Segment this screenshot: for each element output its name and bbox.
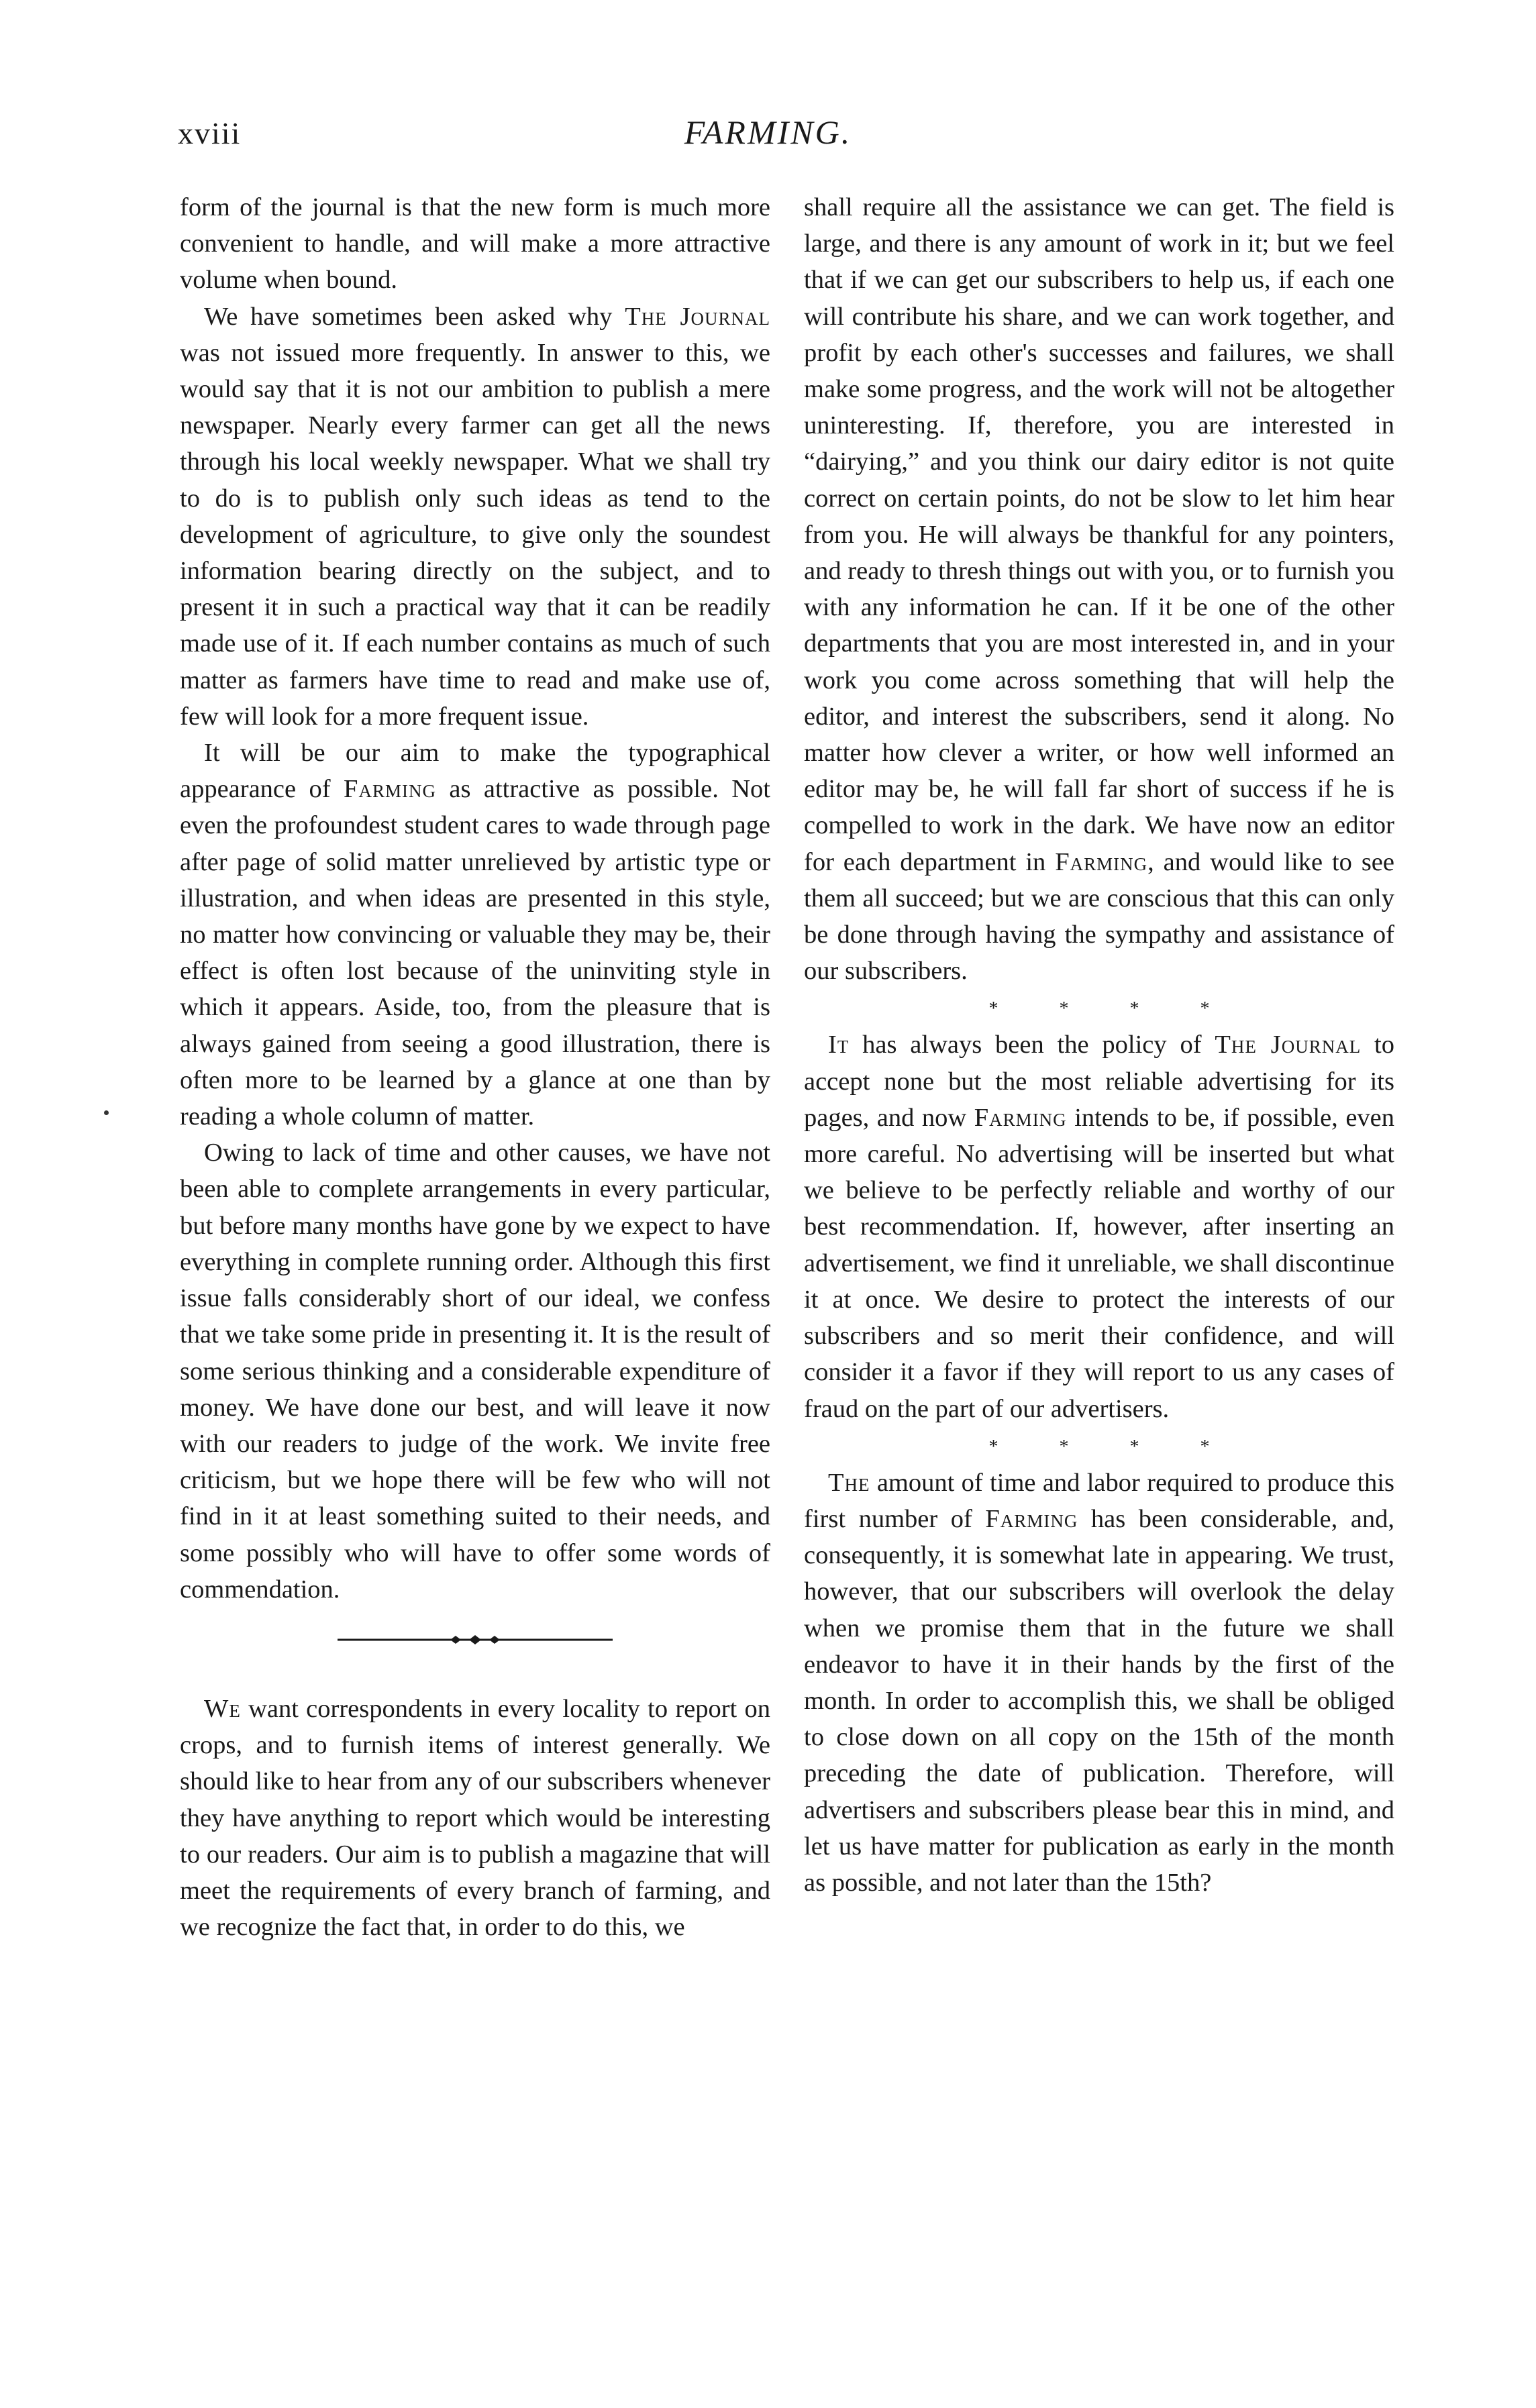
paragraph-publication-date: The amount of time and labor required to produce this first number of Farming has been considerable, and, consequently, it is somewhat late in appearing. We trust, however, that our subscribers will overlook the delay when we promise them that in the future we shall endeavor to have it in their hands by the first of the month. In order to accomplish this, we shall be obliged to close down on all copy on the 15th of the month preceding the date of publication. Therefore, will advertisers and subscribers please bear this in mind, and let us have matter for publication as early in the month as possible, and not later than the 15th? <box>804 1468 1394 1897</box>
section-divider-ornament <box>338 1632 613 1648</box>
paragraph-continued: form of the journal is that the new form is much more convenient to handle, and will make a more attractive volume when bound. <box>180 193 770 295</box>
running-head-title: FARMING. <box>684 113 852 151</box>
right-column <box>804 189 1394 1901</box>
paragraph-advertising: It has always been the policy of The Journal to accept none but the most reliable advertising for its pages, and now Farming intends to be, if possible, even more careful. No advertising will be inserted but what we believe to be perfectly reliable and worthy of our best recommendation. If, however, after inserting an advertisement, we find it unreliable, we shall discontinue it at once. We desire to protect the interests of our subscribers and so merit their confidence, and will consider it a favor if they will report to us any cases of fraud on the part of our advertisers. <box>804 1031 1394 1423</box>
divider-rule-icon <box>338 1632 613 1648</box>
paragraph-arrangements: Owing to lack of time and other causes, we have not been able to complete arrangements in every particular, but before many months have gone by we expect to have everything in complete running order. Although this first issue falls considerably short of our ideal, we confess that we take some pride in presenting it. It is the result of some serious thinking and a considerable expenditure of money. We have done our best, and will leave it now with our readers to judge of the work. We invite free criticism, but we hope there will be few who will not find in it at least something suited to their needs, and some possibly who will have to offer some words of commendation. <box>180 1139 770 1604</box>
magazine-name: Farming <box>985 1504 1078 1533</box>
paragraph-frequency: We have sometimes been asked why The Journal was not issued more frequently. In answer to this, we would say that it is not our ambition to publish a mere newspaper. Nearly every farmer can get all the news through his local weekly newspaper. What we shall try to do is to publish only such ideas as tend to the development of agriculture, to give only the soundest information bearing directly on the subject, and to present it in such a practical way that it can be readily made use of it. If each number contains as much of such matter as farmers have time to read and make use of, few will look for a more frequent issue. <box>180 302 770 731</box>
magazine-name: Farming <box>344 775 436 804</box>
journal-name: The Journal <box>1215 1031 1362 1059</box>
section-separator-stars: * * * * <box>988 1436 1238 1457</box>
magazine-name: Farming <box>974 1103 1067 1132</box>
lead-word: We <box>204 1694 241 1723</box>
left-column <box>180 189 770 1945</box>
paragraph-assistance: shall require all the assistance we can get. The field is large, and there is any amount of work in it; but we feel that if we can get our subscribers to help us, if each one will contribute his share, and we can work together, and profit by each other's successes and failures, we shall make some progress, and the work will not be altogether uninteresting. If, therefore, you are interested in “dairying,” and you think our dairy editor is not quite correct on certain points, do not be slow to let him hear from you. He will always be thankful for any pointers, and ready to thresh things out with you, or to furnish you with any information he can. If it be one of the other departments that you are most interested in, and in your work you come across something that will help the editor, and interest the subscribers, send it along. No matter how clever a writer, or how well informed an editor may be, he will fall far short of success if he is compelled to work in the dark. We have now an editor for each department in Farming, and would like to see them all succeed; but we are conscious that this can only be done through having the sympathy and assistance of our subscribers. <box>804 193 1394 986</box>
paragraph-typography: It will be our aim to make the typographical appearance of Farming as attractive as possible. Not even the profoundest student cares to wade through page after page of solid matter unrelieved by artistic type or illustration, and when ideas are presented in this style, no matter how convincing or valuable they may be, their effect is often lost because of the uninviting style in which it appears. Aside, too, from the pleasure that is always gained from seeing a good illustration, there is often more to be learned by a glance at one than by reading a whole column of matter. <box>180 739 770 1131</box>
journal-name: The Journal <box>625 302 770 331</box>
ink-speck <box>104 1110 109 1115</box>
lead-word: It <box>828 1031 850 1059</box>
section-separator-stars: * * * * <box>988 998 1238 1020</box>
page-number: xviii <box>178 116 242 150</box>
lead-word: The <box>828 1468 870 1497</box>
paragraph-correspondents: We want correspondents in every locality to report on crops, and to furnish items of interest generally. We should like to hear from any of our subscribers whenever they have anything to report which would be interesting to our readers. Our aim is to publish a magazine that will meet the requirements of every branch of farming, and we recognize the fact that, in order to do this, we <box>180 1694 770 1942</box>
magazine-name: Farming <box>1055 847 1148 876</box>
